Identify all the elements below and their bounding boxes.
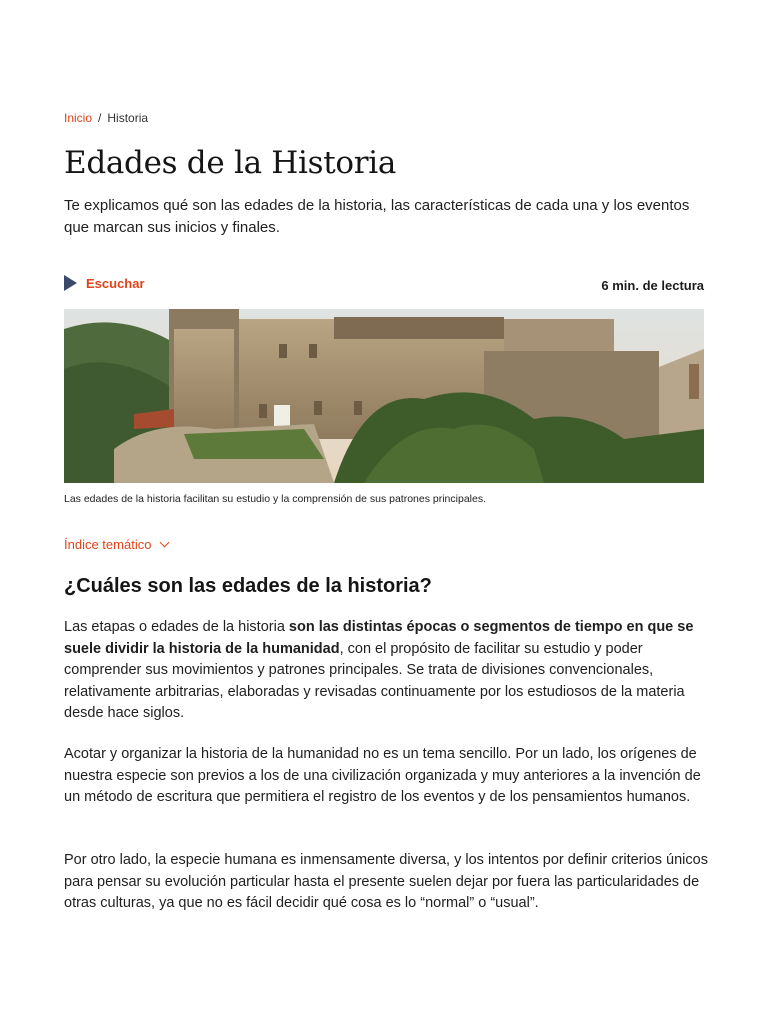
paragraph-1-text-a: Las etapas o edades de la historia [64, 619, 289, 635]
breadcrumb [64, 110, 148, 126]
toc-toggle[interactable] [64, 537, 168, 552]
reading-time: 6 min. de lectura [601, 278, 704, 293]
listen-label: Escuchar [86, 275, 145, 291]
paragraph-3: Por otro lado, la especie humana es inmensamente diversa, y los intentos por definir criterios únicos para pensar su evolución particular hasta el presente suelen dejar por fuera las particularidades de otras culturas, ya que no es fácil decidir qué cosa es lo “normal” o “usual”. [64, 852, 708, 911]
paragraph-1 [64, 617, 708, 725]
page-title: Edades de la Historia [64, 145, 397, 181]
article-intro: Te explicamos qué son las edades de la historia, las características de cada una y los eventos que marcan sus inicios y finales. [64, 197, 690, 236]
hero-image [64, 309, 704, 483]
section-heading: ¿Cuáles son las edades de la historia? [64, 575, 432, 597]
breadcrumb-home-link[interactable]: Inicio [64, 111, 93, 125]
chevron-down-icon [160, 538, 170, 548]
image-caption: Las edades de la historia facilitan su estudio y la comprensión de sus patrones principales. [64, 493, 486, 505]
toc-label: Índice temático [64, 537, 152, 552]
paragraph-2: Acotar y organizar la historia de la humanidad no es un tema sencillo. Por un lado, los orígenes de nuestra especie son previos a los de una civilización organizada y muy anteriores a la invención de un método de escritura que permitiera el registro de los eventos y de los pensamientos humanos. [64, 746, 701, 805]
castle-illustration [64, 309, 704, 483]
breadcrumb-separator: / [98, 111, 102, 125]
paragraph-1-bold: son las distintas épocas o segmentos de tiempo en que se suele dividir la historia de la humanidad [64, 619, 694, 657]
paragraph-1-text-b: , con el propósito de facilitar su estudio y poder comprender sus movimientos y patrones principales. Se trata de divisiones convencionales, relativamente arbitrarias, elaboradas y revisadas continuamente por los estudiosos de la materia desde hace siglos. [64, 640, 685, 721]
play-icon [64, 275, 77, 291]
breadcrumb-current: Historia [107, 111, 149, 125]
listen-button[interactable] [64, 275, 145, 291]
